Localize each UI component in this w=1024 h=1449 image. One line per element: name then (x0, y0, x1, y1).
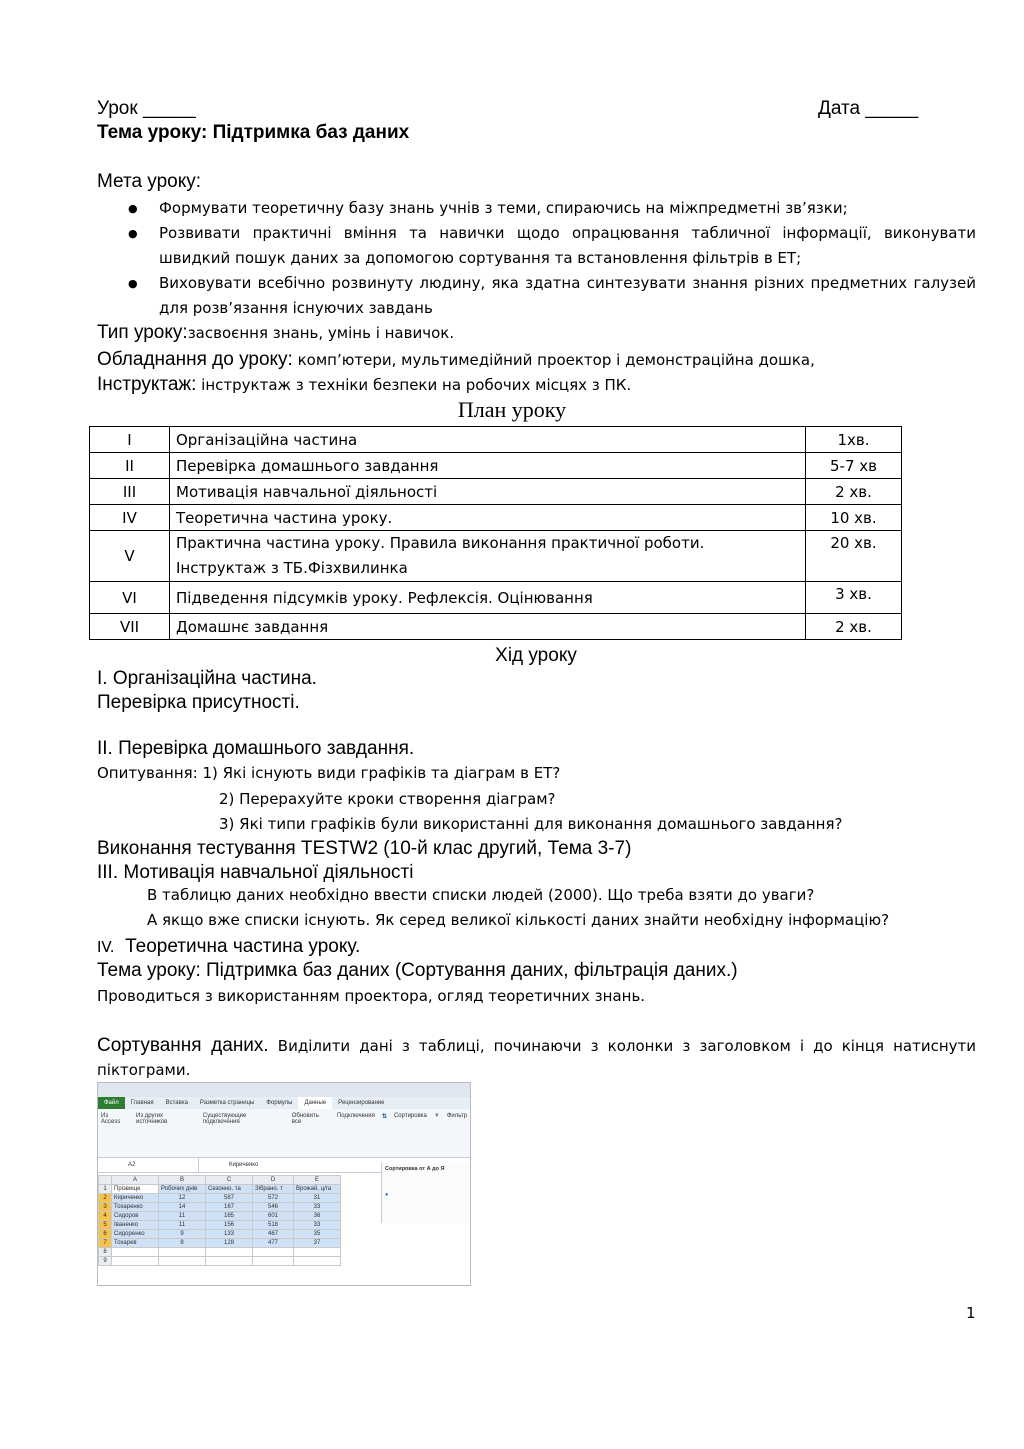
briefing-line (97, 374, 631, 396)
plan-duration: 10 хв. (806, 505, 902, 531)
cell: 601 (253, 1212, 294, 1221)
cell: 128 (206, 1239, 253, 1248)
cell: 477 (253, 1239, 294, 1248)
row-header: 5 (99, 1221, 112, 1230)
row-header: 4 (99, 1212, 112, 1221)
lesson-type-label: Тип уроку: (97, 322, 188, 343)
plan-num: III (90, 479, 170, 505)
excel-grid (98, 1175, 341, 1266)
row-header: 7 (99, 1239, 112, 1248)
section-2-question: 2) Перерахуйте кроки створення діаграм? (219, 790, 556, 808)
section-4-title-line (97, 936, 360, 958)
excel-tab: Формулы (266, 1100, 293, 1106)
cell: Прізвище (112, 1185, 159, 1194)
excel-tab: Разметка страницы (199, 1100, 255, 1106)
filter-icon: ▼ (433, 1113, 440, 1119)
cell (206, 1257, 253, 1266)
section-1-text: Перевірка присутності. (97, 692, 300, 713)
ribbon-item: Существующие подключения (202, 1113, 247, 1125)
cell: 35 (294, 1230, 341, 1239)
cell: 11 (159, 1221, 206, 1230)
cell: 31 (294, 1194, 341, 1203)
excel-tab: Файл (98, 1097, 125, 1109)
table-row (99, 1185, 341, 1194)
cell (206, 1248, 253, 1257)
section-1-title: І. Організаційна частина. (97, 668, 317, 689)
cell (112, 1248, 159, 1257)
plan-title: План уроку (457, 397, 567, 422)
excel-tab: Главная (130, 1100, 154, 1106)
excel-tab: Вставка (165, 1100, 188, 1106)
table-row (99, 1239, 341, 1248)
table-row (99, 1257, 341, 1266)
cell: Врожай, ц/га (294, 1185, 341, 1194)
table-row (90, 614, 902, 640)
plan-num: IV (90, 505, 170, 531)
ribbon-item: Из других источников (136, 1113, 168, 1125)
section-4-number: IV. (97, 938, 115, 956)
cell (159, 1248, 206, 1257)
cell: Тохарев (112, 1239, 159, 1248)
ribbon-item: Подключения (336, 1113, 375, 1119)
plan-num: II (90, 453, 170, 479)
page-number: 1 (966, 1304, 976, 1322)
cell-reference: A2 (98, 1158, 199, 1172)
lesson-topic-heading: Тема уроку: Підтримка баз даних (97, 122, 410, 143)
plan-step-line: Інструктаж з ТБ.Фізхвилинка (176, 559, 408, 577)
goal-item: ● Формувати теоретичну базу знань учнів з теми, спираючись на міжпредметні зв’язки; (128, 196, 976, 221)
cell: 587 (206, 1194, 253, 1203)
column-header: E (294, 1176, 341, 1185)
briefing-value: інструктаж з техніки безпеки на робочих місцях з ПК. (196, 376, 632, 394)
plan-num: VII (90, 614, 170, 640)
cell: 165 (206, 1212, 253, 1221)
row-header: 8 (99, 1248, 112, 1257)
row-header: 9 (99, 1257, 112, 1266)
column-header: C (206, 1176, 253, 1185)
section-3-question: А якщо вже списки існують. Як серед великої кількості даних знайти необхідну інформацію? (147, 911, 890, 929)
cell (294, 1257, 341, 1266)
ribbon-item: Обновить все (291, 1113, 319, 1125)
cell: 33 (294, 1221, 341, 1230)
cell: Робочих днів (159, 1185, 206, 1194)
corner-cell (99, 1176, 112, 1185)
cell: 156 (206, 1221, 253, 1230)
table-row (99, 1212, 341, 1221)
cell: Тохаренко (112, 1203, 159, 1212)
cell: 33 (294, 1203, 341, 1212)
formula-value: Кириченко (229, 1162, 259, 1168)
row-header: 2 (99, 1194, 112, 1203)
table-row (99, 1221, 341, 1230)
section-3-question: В таблицю даних необхідно ввести списки людей (2000). Що треба взяти до уваги? (147, 886, 815, 904)
table-row (99, 1230, 341, 1239)
plan-step (170, 531, 806, 582)
table-row (99, 1194, 341, 1203)
cell (112, 1257, 159, 1266)
equipment-line (97, 349, 815, 371)
sort-az-icon: ⇅ (381, 1114, 387, 1120)
ribbon-item: Из Access (101, 1113, 121, 1125)
cell: 11 (159, 1212, 206, 1221)
plan-step: Перевірка домашнього завдання (170, 453, 806, 479)
column-header: A (112, 1176, 159, 1185)
row-header: 3 (99, 1203, 112, 1212)
date-label: Дата _____ (818, 98, 919, 119)
plan-duration: 2 хв. (806, 479, 902, 505)
sorting-label: Сортування даних. (97, 1035, 269, 1056)
cell: 518 (253, 1221, 294, 1230)
excel-screenshot (97, 1082, 471, 1286)
cell: 133 (206, 1230, 253, 1239)
section-4-title: Теоретична частина уроку. (114, 936, 361, 957)
plan-num: V (90, 531, 170, 582)
plan-duration: 2 хв. (806, 614, 902, 640)
plan-duration: 1хв. (806, 427, 902, 453)
excel-tab: Данные (298, 1097, 332, 1109)
sort-tooltip-title: Сортировка от А до Я (385, 1166, 445, 1172)
ribbon-item: Фильтр (446, 1113, 467, 1119)
equipment-value: комп’ютери, мультимедійний проектор і демонстраційна дошка, (292, 351, 815, 369)
excel-title-bar (98, 1083, 470, 1097)
table-row (90, 505, 902, 531)
table-row (90, 479, 902, 505)
goal-item: ● Виховувати всебічно розвинуту людину, яка здатна синтезувати знання різних предметних галузей для розв’язання існуючих завдань (128, 271, 976, 321)
table-row (99, 1203, 341, 1212)
plan-num: VI (90, 582, 170, 614)
cell: Кириченко (112, 1194, 159, 1203)
table-row (90, 453, 902, 479)
goals-list (128, 196, 976, 321)
section-2-title: ІІ. Перевірка домашнього завдання. (97, 738, 415, 759)
lesson-type-line (97, 322, 454, 344)
plan-step: Організаційна частина (170, 427, 806, 453)
table-row (90, 427, 902, 453)
column-header: D (253, 1176, 294, 1185)
ribbon-item: Сортировка (393, 1113, 427, 1119)
lesson-type-value: засвоєння знань, умінь і навичок. (187, 324, 455, 342)
section-3-title: ІІІ. Мотивація навчальної діяльності (97, 862, 414, 883)
sorting-paragraph (97, 1034, 976, 1082)
plan-duration: 20 хв. (806, 531, 902, 582)
lesson-number-label: Урок _____ (97, 98, 196, 119)
section-2-question: Опитування: 1) Які існують види графіків та діаграм в ЕТ? (97, 764, 561, 782)
cell: 572 (253, 1194, 294, 1203)
help-icon: ● (385, 1192, 389, 1198)
excel-ribbon (98, 1109, 470, 1158)
sort-tooltip-pane (381, 1163, 470, 1223)
table-row (90, 531, 902, 582)
cell: Сезонно. та (206, 1185, 253, 1194)
lesson-plan-table (89, 426, 902, 640)
sorting-text: Виділити дані з таблиці, починаючи з колонки з заголовком і до кінця натиснути піктограми. (97, 1037, 976, 1079)
cell (159, 1257, 206, 1266)
cell: 9 (159, 1230, 206, 1239)
row-header: 6 (99, 1230, 112, 1239)
plan-step: Теоретична частина уроку. (170, 505, 806, 531)
plan-step: Підведення підсумків уроку. Рефлексія. Оцінювання (170, 582, 806, 614)
plan-duration: 3 хв. (806, 582, 902, 614)
cell: 14 (159, 1203, 206, 1212)
cell: Іваненко (112, 1221, 159, 1230)
cell: 37 (294, 1239, 341, 1248)
cell: 8 (159, 1239, 206, 1248)
cell: 167 (206, 1203, 253, 1212)
plan-step-line: Практична частина уроку. Правила виконання практичної роботи. (176, 534, 705, 552)
table-row (99, 1176, 341, 1185)
cell: 12 (159, 1194, 206, 1203)
cell (253, 1248, 294, 1257)
column-header: B (159, 1176, 206, 1185)
goal-item: ● Розвивати практичні вміння та навички щодо опрацювання табличної інформації, виконувати швидкий пошук даних за допомогою сортування та встановлення фільтрів в ЕТ; (128, 221, 976, 271)
briefing-label: Інструктаж: (97, 374, 197, 395)
table-row (90, 582, 902, 614)
cell: Сидоров (112, 1212, 159, 1221)
section-2-test: Виконання тестування TESTW2 (10-й клас другий, Тема 3-7) (97, 838, 632, 859)
section-4-note: Проводиться з використанням проектора, огляд теоретичних знань. (97, 987, 646, 1005)
row-header: 1 (99, 1185, 112, 1194)
cell (253, 1257, 294, 1266)
plan-duration: 5-7 хв (806, 453, 902, 479)
progress-title: Хід уроку (495, 645, 577, 666)
cell: 467 (253, 1230, 294, 1239)
cell: 546 (253, 1203, 294, 1212)
table-row (99, 1248, 341, 1257)
cell: 36 (294, 1212, 341, 1221)
plan-num: I (90, 427, 170, 453)
section-4-topic: Тема уроку: Підтримка баз даних (Сортування даних, фільтрація даних.) (97, 960, 738, 981)
cell: Сидоренко (112, 1230, 159, 1239)
excel-ribbon-tabs (98, 1097, 470, 1109)
excel-tab: Рецензирование (338, 1100, 385, 1106)
goals-title: Мета уроку: (97, 171, 202, 192)
section-2-question: 3) Які типи графіків були використанні для виконання домашнього завдання? (219, 815, 843, 833)
cell: Зібрано. т (253, 1185, 294, 1194)
plan-step: Мотивація навчальної діяльності (170, 479, 806, 505)
plan-step: Домашнє завдання (170, 614, 806, 640)
equipment-label: Обладнання до уроку: (97, 349, 293, 370)
cell (294, 1248, 341, 1257)
